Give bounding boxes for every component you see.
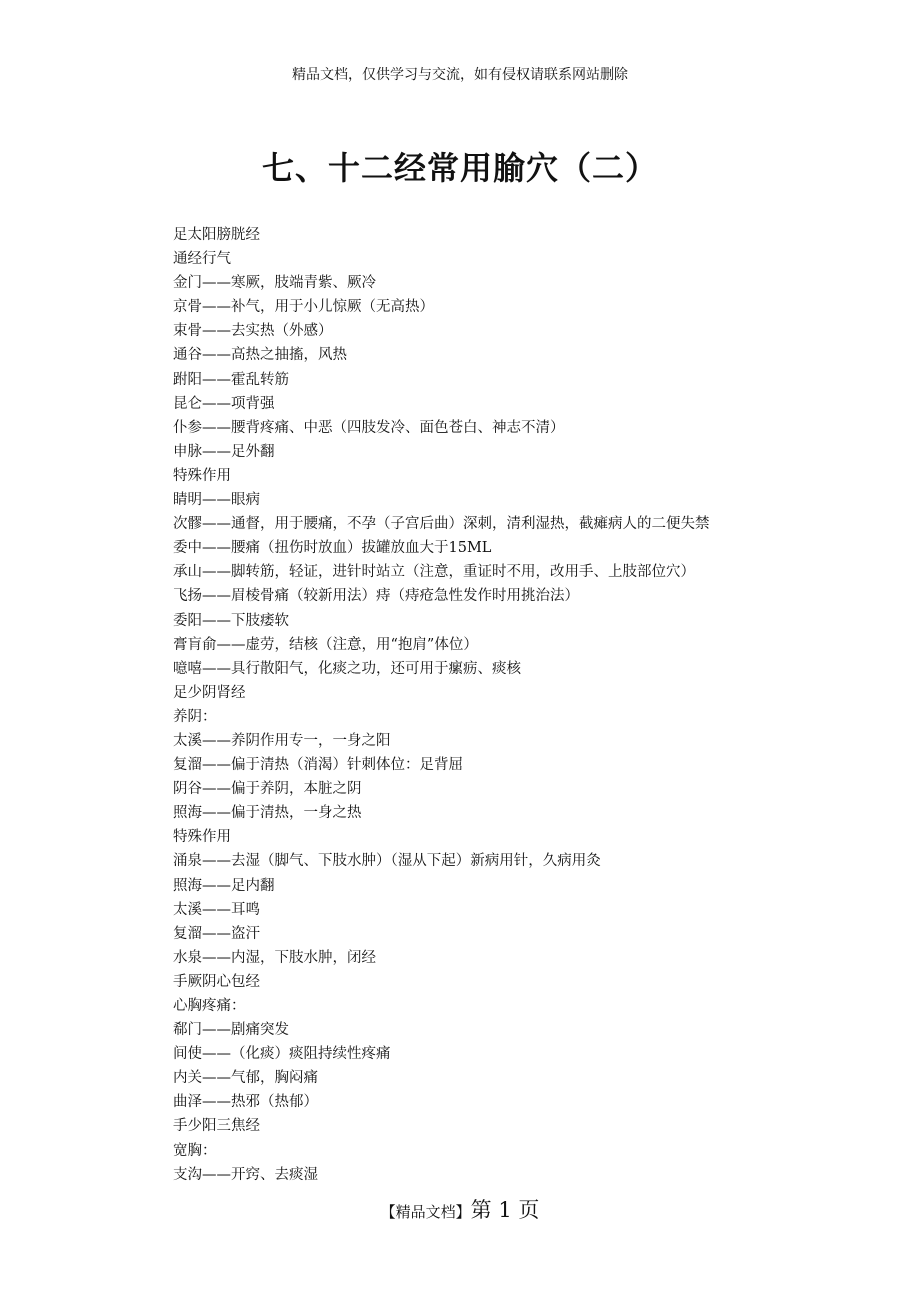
text-line: 委中——腰痛（扭伤时放血）拔罐放血大于15ML (173, 540, 492, 557)
text-line: 跗阳——霍乱转筋 (173, 371, 289, 388)
text-line: 照海——足内翻 (173, 877, 275, 894)
text-line: 京骨——补气，用于小儿惊厥（无高热） (173, 299, 434, 316)
text-line: 睛明——眼病 (173, 492, 260, 509)
header-text: 精品文档，仅供学习与交流，如有侵权请联系网站删除 (292, 67, 628, 83)
text-line: 间使——（化痰）痰阻持续性疼痛 (173, 1046, 391, 1063)
text-line: 特殊作用 (173, 829, 231, 846)
text-line: 复溜——偏于清热（消渴）针刺体位：足背屈 (173, 757, 463, 774)
text-line: 手少阳三焦经 (173, 1118, 260, 1135)
text-line: 委阳——下肢痿软 (173, 612, 289, 629)
text-line: 通谷——高热之抽搐，风热 (173, 347, 347, 364)
text-line: 内关——气郁，胸闷痛 (173, 1070, 318, 1087)
text-line: 涌泉——去湿（脚气、下肢水肿）（湿从下起）新病用针，久病用灸 (173, 853, 601, 870)
text-line: 噫嘻——具行散阳气，化痰之功，还可用于瘰疬、痰核 (173, 660, 521, 677)
text-line: 曲泽——热邪（热郁） (173, 1094, 318, 1111)
text-line: 仆参——腰背疼痛、中恶（四肢发冷、面色苍白、神志不清） (173, 419, 565, 436)
text-line: 郗门——剧痛突发 (173, 1022, 289, 1039)
text-line: 太溪——耳鸣 (173, 901, 260, 918)
text-line: 飞扬——眉棱骨痛（较新用法）痔（痔疮急性发作时用挑治法） (173, 588, 579, 605)
text-line: 申脉——足外翻 (173, 443, 275, 460)
page-footer (0, 1196, 920, 1226)
text-line: 膏肓俞——虚劳，结核（注意，用“抱肩”体位） (173, 636, 478, 653)
content-lines (173, 223, 893, 1187)
text-line: 支沟——开窍、去痰湿 (173, 1166, 318, 1183)
document-title: 七、十二经常用腧穴（二） (261, 149, 658, 187)
text-line: 束骨——去实热（外感） (173, 323, 333, 340)
text-line: 特殊作用 (173, 467, 231, 484)
text-line: 水泉——内湿，下肢水肿，闭经 (173, 949, 376, 966)
text-line: 养阴： (173, 708, 217, 725)
page-number: 第 1 页 (470, 1198, 540, 1222)
text-line: 金门——寒厥，肢端青紫、厥冷 (173, 275, 376, 292)
text-line: 昆仑——项背强 (173, 395, 275, 412)
text-line: 阴谷——偏于养阴，本脏之阴 (173, 781, 362, 798)
text-line: 宽胸： (173, 1142, 217, 1159)
text-line: 承山——脚转筋，轻证，进针时站立（注意，重证时不用，改用手、上肢部位穴） (173, 564, 695, 581)
text-line: 足太阳膀胱经 (173, 227, 260, 243)
text-line: 复溜——盗汗 (173, 925, 260, 942)
text-line: 足少阴肾经 (173, 684, 246, 701)
text-line: 通经行气 (173, 251, 231, 268)
text-line: 太溪——养阴作用专一，一身之阳 (173, 732, 391, 749)
text-line: 手厥阴心包经 (173, 973, 260, 990)
text-line: 心胸疼痛： (173, 998, 246, 1014)
page-header (0, 66, 920, 84)
text-line: 次髎——通督，用于腰痛，不孕（子宫后曲）深刺，清利湿热，截瘫病人的二便失禁 (173, 516, 710, 533)
text-line: 照海——偏于清热，一身之热 (173, 805, 362, 822)
footer-doc-label: 【精品文档】 (380, 1203, 471, 1221)
